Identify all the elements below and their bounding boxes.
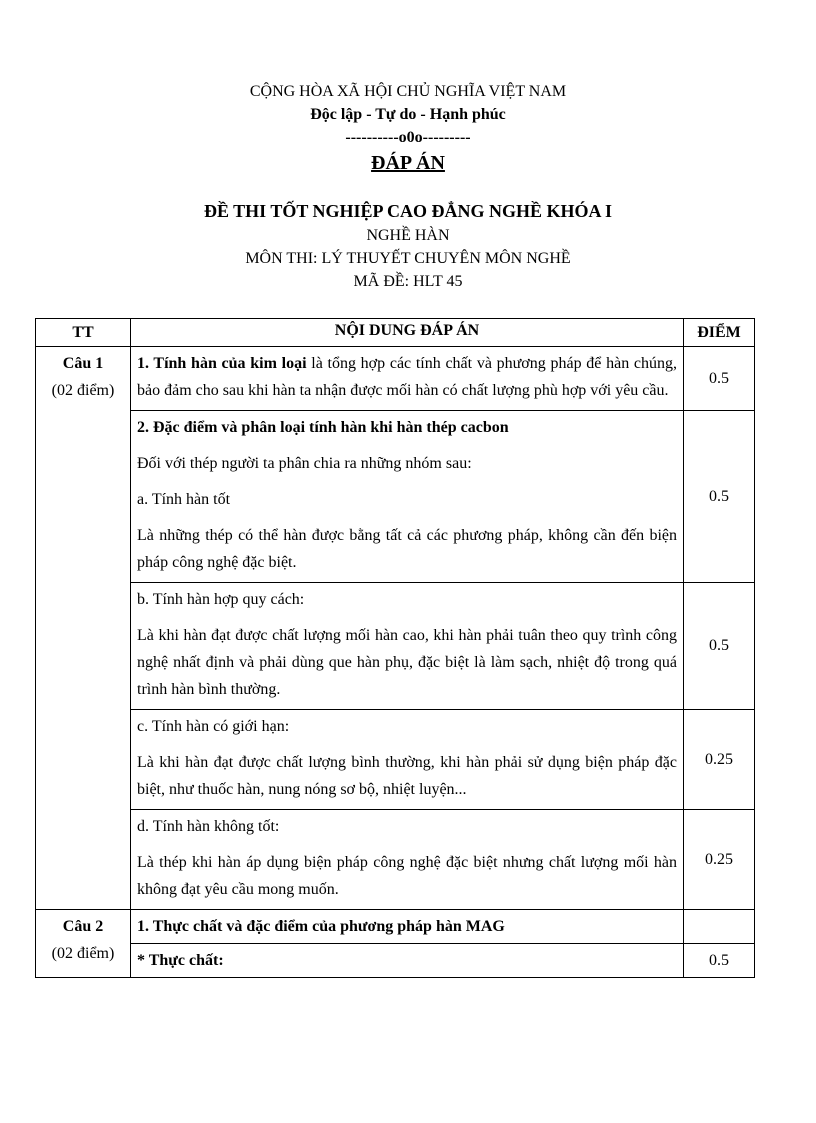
table-row [36, 347, 755, 411]
score-cell: 0.5 [684, 583, 755, 710]
separator-line: ----------o0o--------- [345, 129, 471, 146]
exam-title: ĐỀ THI TỐT NGHIỆP CAO ĐẲNG NGHỀ KHÓA I [203, 201, 613, 221]
answer-content [131, 944, 684, 978]
score-cell: 0.25 [684, 810, 755, 910]
answer-content [131, 710, 684, 810]
answer-text: Là khi hàn đạt được chất lượng bình thường, khi hàn phải sử dụng biện pháp đặc biệt, như thuốc hàn, nung nóng sơ bộ, nhiệt luyện... [137, 754, 677, 798]
trade-name: NGHỀ HÀN [366, 227, 450, 244]
score-cell: 0.5 [684, 944, 755, 978]
answer-text: là tổng hợp các tính chất và phương pháp để hàn chúng, bảo đảm cho sau khi hàn ta nhận được mối hàn có chất lượng phù hợp với yêu cầu. [137, 355, 678, 399]
question-1-cell [36, 347, 131, 910]
answer-text: a. Tính hàn tốt [137, 491, 231, 508]
answer-table [35, 318, 755, 978]
answer-text: b. Tính hàn hợp quy cách: [137, 591, 305, 608]
question-1-label: Câu 1 [62, 355, 104, 372]
table-row [36, 944, 755, 978]
document-header [0, 80, 816, 293]
header-score: ĐIỂM [684, 319, 755, 347]
question-2-label: Câu 2 [62, 918, 104, 935]
answer-text: Là khi hàn đạt được chất lượng mối hàn cao, khi hàn phải tuân theo quy trình công nghệ nhất định và phải dùng que hàn phụ, đặc biệt là làm sạch, nhiệt độ trong quá trình hàn bình thường. [137, 627, 677, 698]
table-header-row [36, 319, 755, 347]
score-cell [684, 910, 755, 944]
score-cell: 0.25 [684, 710, 755, 810]
answer-content [131, 583, 684, 710]
answer-content [131, 347, 684, 411]
answer-bold-lead: 1. Tính hàn của kim loại [137, 355, 307, 372]
header-tt: TT [36, 319, 131, 347]
score-cell: 0.5 [684, 411, 755, 583]
question-1-points: (02 điểm) [51, 382, 115, 399]
answer-content [131, 810, 684, 910]
answer-key-title: ĐÁP ÁN [371, 152, 445, 174]
question-2-points: (02 điểm) [51, 945, 115, 962]
answer-text: d. Tính hàn không tốt: [137, 818, 280, 835]
answer-text: Đối với thép người ta phân chia ra những nhóm sau: [137, 455, 472, 472]
answer-content [131, 411, 684, 583]
answer-content [131, 910, 684, 944]
answer-text: Là thép khi hàn áp dụng biện pháp công nghệ đặc biệt nhưng chất lượng mối hàn không đạt yêu cầu mong muốn. [137, 854, 677, 898]
table-row [36, 411, 755, 583]
subject-name: MÔN THI: LÝ THUYẾT CHUYÊN MÔN NGHỀ [245, 250, 571, 267]
table-row [36, 710, 755, 810]
question-2-cell [36, 910, 131, 978]
answer-heading: 1. Thực chất và đặc điểm của phương pháp hàn MAG [137, 918, 505, 935]
answer-text: c. Tính hàn có giới hạn: [137, 718, 290, 735]
table-row [36, 810, 755, 910]
exam-code: MÃ ĐỀ: HLT 45 [353, 273, 463, 290]
score-cell: 0.5 [684, 347, 755, 411]
answer-text: Là những thép có thể hàn được bằng tất cả các phương pháp, không cần đến biện pháp công nghệ đặc biệt. [137, 527, 677, 571]
answer-heading: * Thực chất: [137, 952, 224, 969]
national-title: CỘNG HÒA XÃ HỘI CHỦ NGHĨA VIỆT NAM [249, 83, 567, 100]
national-motto: Độc lập - Tự do - Hạnh phúc [310, 106, 506, 123]
header-content: NỘI DUNG ĐÁP ÁN [131, 319, 684, 347]
table-row [36, 583, 755, 710]
table-row [36, 910, 755, 944]
answer-heading: 2. Đặc điểm và phân loại tính hàn khi hàn thép cacbon [137, 419, 509, 436]
